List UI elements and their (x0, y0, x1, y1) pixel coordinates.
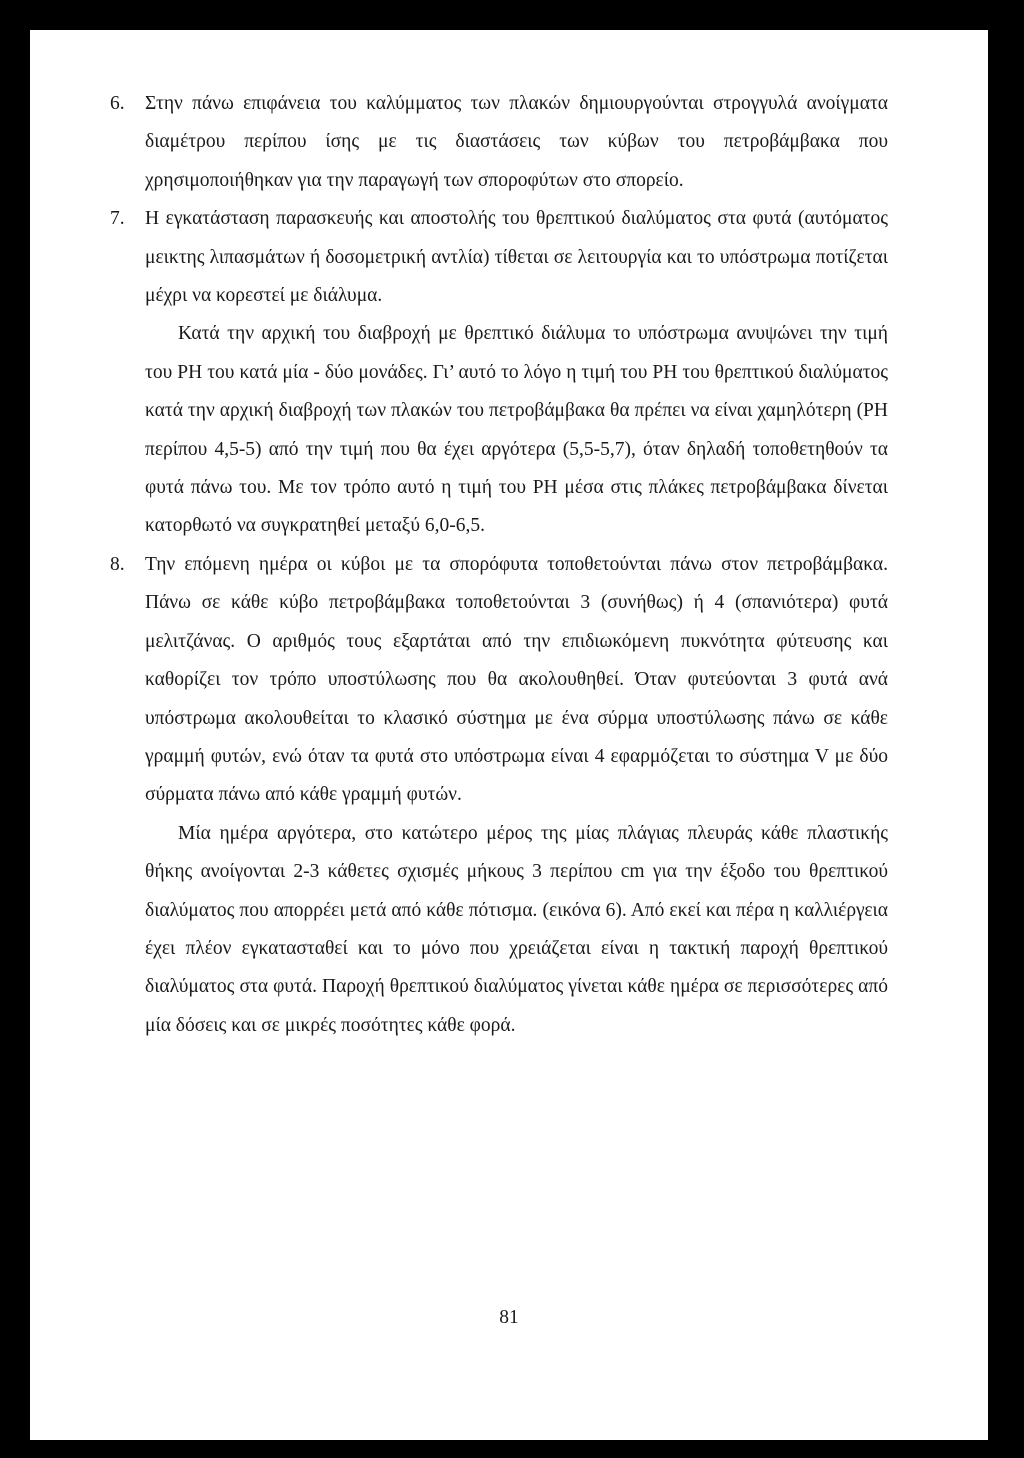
list-item-number: 7. (110, 208, 125, 230)
list-item-7 (110, 200, 888, 315)
list-item-text: Η εγκατάσταση παρασκευής και αποστολής του θρεπτικού διαλύματος στα φυτά (αυτόματος μεικτης λιπασμάτων ή δοσομετρική αντλία) τίθεται σε λειτουργία και το υπόστρωμα ποτίζεται μέχρι να κορεστεί με διάλυμα. (145, 208, 888, 307)
list-item-6 (110, 85, 888, 200)
list-item-8 (110, 546, 888, 815)
document-page (30, 30, 988, 1440)
paragraph-ph-adjustment: Κατά την αρχική του διαβροχή με θρεπτικό διάλυμα το υπόστρωμα ανυψώνει την τιμή του PH του κατά μία - δύο μονάδες. Γι’ αυτό το λόγο η τιμή του PH του θρεπτικού διαλύματος κατά την αρχική διαβροχή των πλακών του πετροβάμβακα θα πρέπει να είναι χαμηλότερη (PH περίπου 4,5-5) από την τιμή που θα έχει αργότερα (5,5-5,7), όταν δηλαδή τοποθετηθούν τα φυτά πάνω του. Με τον τρόπο αυτό η τιμή του PH μέσα στις πλάκες πετροβάμβακα δίνεται κατορθωτό να συγκρατηθεί μεταξύ 6,0-6,5. (145, 323, 888, 537)
list-item-text: Στην πάνω επιφάνεια του καλύμματος των πλακών δημιουργούνται στρογγυλά ανοίγματα διαμέτρου περίπου ίσης με τις διαστάσεις των κύβων του πετροβάμβακα που χρησιμοποιήθηκαν για την παραγωγή των σποροφύτων στο σπορείο. (145, 93, 888, 191)
list-item-text: Την επόμενη ημέρα οι κύβοι με τα σπορόφυτα τοποθετούνται πάνω στον πετροβάμβακα. Πάνω σε κάθε κύβο πετροβάμβακα τοποθετούνται 3 (συνήθως) ή 4 (σπανιότερα) φυτά μελιτζάνας. Ο αριθμός τους εξαρτάται από την επιδιωκόμενη πυκνότητα φύτευσης και καθορίζει τον τρόπο υποστύλωσης που θα ακολουθηθεί. Όταν φυτεύονται 3 φυτά ανά υπόστρωμα ακολουθείται το κλασικό σύστημα με ένα σύρμα υποστύλωσης πάνω σε κάθε γραμμή φυτών, ενώ όταν τα φυτά στο υπόστρωμα είναι 4 εφαρμόζεται το σύστημα V με δύο σύρματα πάνω από κάθε γραμμή φυτών. (145, 553, 888, 806)
list-item-number: 8. (110, 553, 125, 575)
page-content (110, 85, 888, 1045)
page-number: 81 (499, 1307, 519, 1328)
paragraph-drainage-slits: Μία ημέρα αργότερα, στο κατώτερο μέρος της μίας πλάγιας πλευράς κάθε πλαστικής θήκης ανοίγονται 2-3 κάθετες σχισμές μήκους 3 περίπου cm για την έξοδο του θρεπτικού διαλύματος που απορρέει μετά από κάθε πότισμα. (εικόνα 6). Από εκεί και πέρα η καλλιέργεια έχει πλέον εγκατασταθεί και το μόνο που χρειάζεται είναι η τακτική παροχή θρεπτικού διαλύματος στα φυτά. Παροχή θρεπτικού διαλύματος γίνεται κάθε ημέρα σε περισσότερες από μία δόσεις και σε μικρές ποσότητες κάθε φορά. (145, 822, 888, 1036)
list-item-number: 6. (110, 93, 125, 114)
